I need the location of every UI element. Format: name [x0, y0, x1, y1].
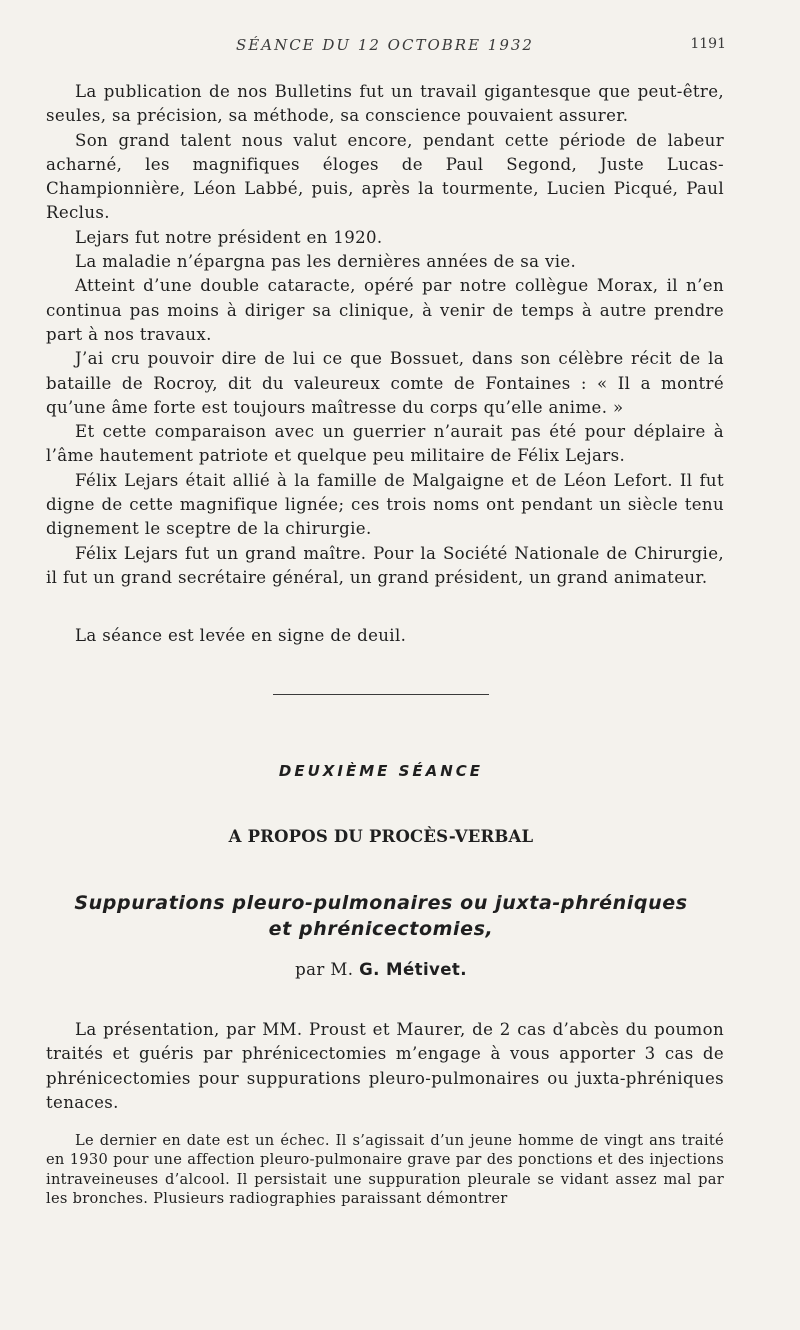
paragraph: Et cette comparaison avec un guerrier n’aurait pas été pour déplaire à l’âme hautement patriote et quelque peu militaire de Félix Lejars. [46, 422, 724, 466]
paragraph: Atteint d’une double cataracte, opéré par notre collègue Morax, il n’en continua pas moins à diriger sa clinique, à venir de temps à autre prendre part à nos travaux. [46, 276, 724, 344]
paragraph: Félix Lejars était allié à la famille de Malgaigne et de Léon Lefort. Il fut digne de cette magnifique lignée; ces trois noms ont pendant un siècle tenu dignement le sceptre de la chirurgie. [46, 470, 724, 539]
page-header [44, 36, 726, 56]
closing-paragraph: La séance est levée en signe de deuil. [75, 626, 407, 645]
author-name: G. Métivet. [359, 960, 467, 979]
paragraph: Lejars fut notre président en 1920. [75, 227, 383, 247]
eulogy-text [46, 80, 724, 590]
article-title [40, 890, 722, 942]
running-title: SÉANCE DU 12 OCTOBRE 1932 [236, 36, 534, 54]
article-title-line: et phrénicectomies, [268, 918, 494, 940]
case-paragraph: Le dernier en date est un échec. Il s’agissait d’un jeune homme de vingt ans traité en 1930 pour une affection pleuro-pulmonaire grave par des ponctions et des injections intraveineuses d’alcool. Il persistait une suppuration pleurale se vidant assez mal par les bronches. Plusieurs radiographies paraissant démontrer [46, 1132, 724, 1207]
paragraph: La publication de nos Bulletins fut un travail gigantesque que peut-être, seules, sa précision, sa méthode, sa conscience pouvaient assurer. [46, 82, 724, 126]
page-number: 1191 [690, 36, 726, 52]
author-line [0, 960, 762, 979]
paragraph: Son grand talent nous valut encore, pendant cette période de labeur acharné, les magnifiques éloges de Paul Segond, Juste Lucas-Championnière, Léon Labbé, puis, après la tourmente, Lucien Picqué, Paul Reclus. [46, 130, 724, 223]
session-title: DEUXIÈME SÉANCE [278, 762, 484, 780]
section-heading: A PROPOS DU PROCÈS-VERBAL [228, 827, 534, 846]
paragraph: Félix Lejars fut un grand maître. Pour la Société Nationale de Chirurgie, il fut un grand secrétaire général, un grand président, un grand animateur. [46, 543, 724, 587]
section-divider [273, 694, 489, 695]
article-title-line: Suppurations pleuro-pulmonaires ou juxta-phréniques [74, 892, 688, 914]
author-prefix: par M. [295, 960, 354, 979]
paragraph: La maladie n’épargna pas les dernières années de sa vie. [75, 252, 577, 272]
paragraph: J’ai cru pouvoir dire de lui ce que Bossuet, dans son célèbre récit de la bataille de Rocroy, dit du valeureux comte de Fontaines : « Il a montré qu’une âme forte est toujours maîtresse du corps qu’elle anime. » [46, 349, 724, 417]
intro-paragraph: La présentation, par MM. Proust et Maurer, de 2 cas d’abcès du poumon traités et guéris par phrénicectomies m’engage à vous apporter 3 cas de phrénicectomies pour suppurations pleuro-pulmonaires ou juxta-phréniques tenaces. [46, 1020, 724, 1112]
